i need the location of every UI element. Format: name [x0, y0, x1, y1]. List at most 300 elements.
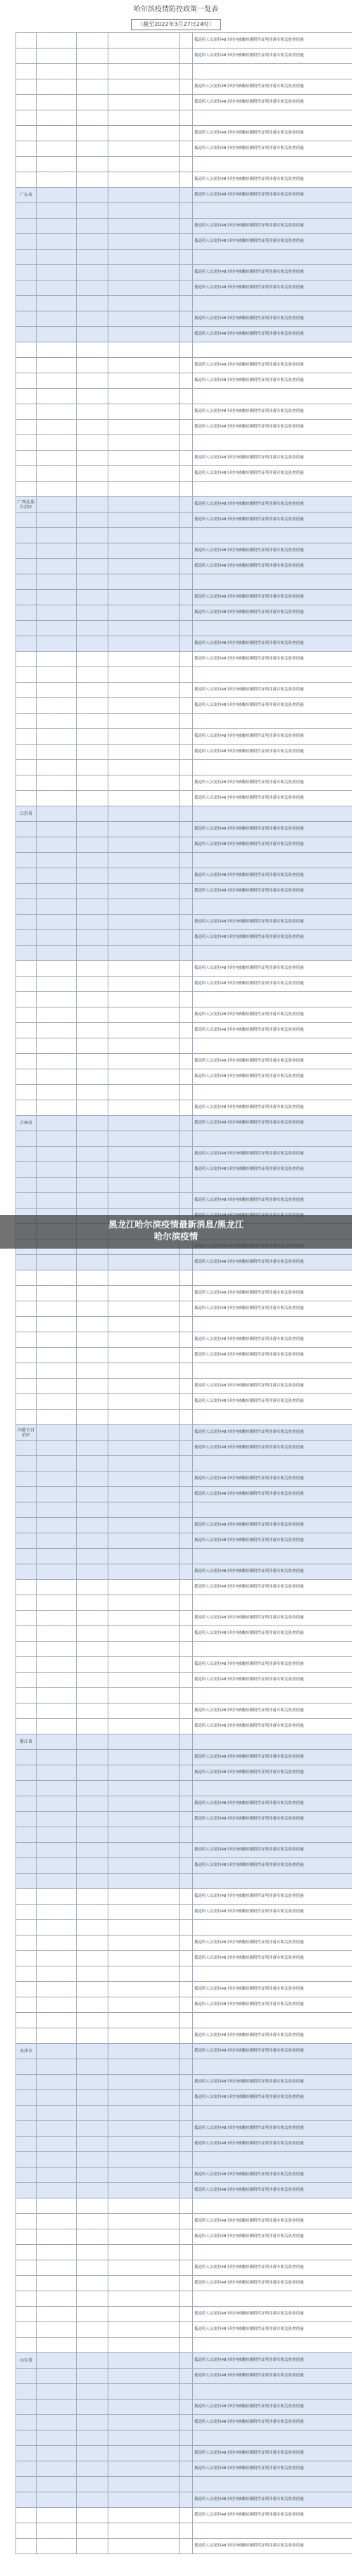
area-cell	[108, 2168, 180, 2183]
date-cell	[37, 1131, 77, 1147]
table-row	[16, 451, 352, 466]
date-cell	[37, 1332, 77, 1348]
date-cell	[37, 296, 77, 311]
risk-level-cell	[180, 1023, 193, 1038]
date-cell	[37, 2430, 77, 2446]
policy-table	[15, 32, 352, 2554]
city-cell	[77, 961, 108, 977]
date-cell	[37, 358, 77, 373]
area-cell	[108, 2183, 180, 2198]
policy-note-cell: 抵返哈人员需持48小时内核酸检测阴性证明并落实相关防控措施	[193, 2090, 352, 2106]
area-cell	[108, 1734, 180, 1750]
province-cell	[16, 420, 37, 435]
policy-note-cell: 抵返哈人员需持48小时内核酸检测阴性证明并落实相关防控措施	[193, 281, 352, 296]
province-cell	[16, 404, 37, 420]
city-cell	[77, 1116, 108, 1131]
province-cell	[16, 2090, 37, 2106]
date-cell	[37, 2369, 77, 2384]
city-cell	[77, 2446, 108, 2461]
risk-level-cell	[180, 172, 193, 188]
province-cell	[16, 714, 37, 729]
risk-level-cell	[180, 1719, 193, 1734]
policy-note-cell: 抵返哈人员需持48小时内核酸检测阴性证明并落实相关防控措施	[193, 95, 352, 110]
area-cell	[108, 1023, 180, 1038]
province-cell: 浙江省	[16, 1734, 37, 1750]
province-cell	[16, 2168, 37, 2183]
province-cell	[16, 1905, 37, 1920]
risk-level-cell	[180, 2353, 193, 2369]
table-row	[16, 1147, 352, 1162]
policy-note-cell: 抵返哈人员需持48小时内核酸检测阴性证明并落实相关防控措施	[193, 2492, 352, 2508]
city-cell	[77, 1100, 108, 1116]
table-row	[16, 1456, 352, 1471]
city-cell	[77, 1580, 108, 1595]
province-cell	[16, 621, 37, 636]
province-cell	[16, 250, 37, 265]
date-cell	[37, 2477, 77, 2492]
table-row	[16, 265, 352, 281]
city-cell	[77, 683, 108, 698]
policy-note-cell: 抵返哈人员需持48小时内核酸检测阴性证明并落实相关防控措施	[193, 1765, 352, 1781]
risk-level-cell	[180, 2276, 193, 2291]
table-row	[16, 559, 352, 574]
risk-level-cell	[180, 435, 193, 451]
province-cell	[16, 2106, 37, 2121]
risk-level-cell	[180, 1054, 193, 1069]
province-cell	[16, 1394, 37, 1410]
table-row	[16, 1889, 352, 1905]
risk-level-cell	[180, 2477, 193, 2492]
city-cell	[77, 930, 108, 946]
city-cell	[77, 2400, 108, 2415]
risk-level-cell	[180, 2508, 193, 2523]
date-cell	[37, 1425, 77, 1441]
area-cell	[108, 451, 180, 466]
area-cell	[108, 1317, 180, 1332]
date-cell	[37, 915, 77, 930]
province-cell	[16, 1827, 37, 1843]
date-cell	[37, 157, 77, 172]
area-cell	[108, 513, 180, 528]
date-cell	[37, 188, 77, 203]
policy-note-cell	[193, 574, 352, 590]
city-cell	[77, 714, 108, 729]
area-cell	[108, 1889, 180, 1905]
policy-note-cell	[193, 1781, 352, 1796]
province-cell	[16, 1966, 37, 1982]
date-cell	[37, 451, 77, 466]
risk-level-cell	[180, 33, 193, 49]
risk-level-cell	[180, 358, 193, 373]
risk-level-cell	[180, 729, 193, 745]
risk-level-cell	[180, 1549, 193, 1564]
city-cell	[77, 265, 108, 281]
area-cell	[108, 1116, 180, 1131]
policy-note-cell	[193, 2477, 352, 2492]
policy-note-cell	[193, 1502, 352, 1518]
date-cell	[37, 837, 77, 853]
date-cell	[37, 1348, 77, 1363]
date-cell	[37, 899, 77, 915]
city-cell	[77, 884, 108, 899]
province-cell	[16, 1379, 37, 1394]
policy-note-cell: 抵返哈人员需持48小时内核酸检测阴性证明并落实相关防控措施	[193, 1796, 352, 1812]
province-cell	[16, 1843, 37, 1858]
date-cell	[37, 2214, 77, 2229]
area-cell	[108, 775, 180, 791]
risk-level-cell	[180, 250, 193, 265]
area-cell	[108, 1673, 180, 1688]
risk-level-cell	[180, 698, 193, 714]
province-cell	[16, 49, 37, 64]
date-cell	[37, 1580, 77, 1595]
province-cell	[16, 853, 37, 868]
risk-level-cell	[180, 1425, 193, 1441]
policy-note-cell: 抵返哈人员需持48小时内核酸检测阴性证明并落实相关防控措施	[193, 1255, 352, 1270]
table-row	[16, 126, 352, 141]
risk-level-cell	[180, 2152, 193, 2168]
city-cell	[77, 33, 108, 49]
table-row	[16, 2523, 352, 2539]
policy-note-cell: 抵返哈人员需持48小时内核酸检测阴性证明并落实相关防控措施	[193, 2028, 352, 2044]
city-cell	[77, 1533, 108, 1549]
province-cell	[16, 1564, 37, 1580]
policy-note-cell: 抵返哈人员需持48小时内核酸检测阴性证明并落实相关防控措施	[193, 2044, 352, 2059]
table-row	[16, 2291, 352, 2307]
province-cell	[16, 157, 37, 172]
province-cell	[16, 1982, 37, 1997]
area-cell	[108, 2245, 180, 2260]
area-cell	[108, 1286, 180, 1301]
risk-level-cell	[180, 667, 193, 683]
date-cell	[37, 281, 77, 296]
city-cell	[77, 2523, 108, 2539]
date-cell	[37, 1270, 77, 1286]
city-cell	[77, 95, 108, 110]
province-cell	[16, 358, 37, 373]
risk-level-cell	[180, 1286, 193, 1301]
table-row	[16, 2198, 352, 2214]
city-cell	[77, 451, 108, 466]
area-cell	[108, 2338, 180, 2353]
area-cell	[108, 1796, 180, 1812]
city-cell	[77, 203, 108, 219]
policy-note-cell: 抵返哈人员需持48小时内核酸检测阴性证明并落实相关防控措施	[193, 1858, 352, 1874]
policy-note-cell: 抵返哈人员需持48小时内核酸检测阴性证明并落实相关防控措施	[193, 1147, 352, 1162]
city-cell	[77, 79, 108, 95]
area-cell	[108, 1982, 180, 1997]
date-cell	[37, 265, 77, 281]
city-cell	[77, 126, 108, 141]
risk-level-cell	[180, 1471, 193, 1487]
date-cell	[37, 1966, 77, 1982]
area-cell	[108, 420, 180, 435]
city-cell	[77, 1642, 108, 1657]
date-cell	[37, 1069, 77, 1085]
table-row	[16, 110, 352, 126]
policy-note-cell	[193, 2059, 352, 2075]
date-cell	[37, 1704, 77, 1719]
date-cell	[37, 2276, 77, 2291]
risk-level-cell	[180, 451, 193, 466]
risk-level-cell	[180, 1734, 193, 1750]
city-cell	[77, 1007, 108, 1023]
area-cell	[108, 188, 180, 203]
policy-note-cell: 抵返哈人员需持48小时内核酸检测阴性证明并落实相关防控措施	[193, 1611, 352, 1626]
city-cell	[77, 1966, 108, 1982]
risk-level-cell	[180, 543, 193, 559]
risk-level-cell	[180, 1441, 193, 1456]
policy-note-cell	[193, 1410, 352, 1425]
city-cell	[77, 250, 108, 265]
risk-level-cell	[180, 203, 193, 219]
area-cell	[108, 1456, 180, 1471]
policy-note-cell	[193, 2291, 352, 2307]
policy-note-cell: 抵返哈人员需持48小时内核酸检测阴性证明并落实相关防控措施	[193, 1905, 352, 1920]
city-cell	[77, 1673, 108, 1688]
policy-note-cell: 抵返哈人员需持48小时内核酸检测阴性证明并落实相关防控措施	[193, 930, 352, 946]
risk-level-cell	[180, 1502, 193, 1518]
table-row	[16, 389, 352, 404]
date-cell	[37, 1719, 77, 1734]
date-cell	[37, 2461, 77, 2477]
province-cell: 广西壮族自治区	[16, 497, 37, 513]
date-cell	[37, 1394, 77, 1410]
policy-note-cell: 抵返哈人员需持48小时内核酸检测阴性证明并落实相关防控措施	[193, 2214, 352, 2229]
risk-level-cell	[180, 2245, 193, 2260]
table-row	[16, 1116, 352, 1131]
city-cell	[77, 992, 108, 1007]
area-cell	[108, 1270, 180, 1286]
area-cell	[108, 1518, 180, 1533]
risk-level-cell	[180, 837, 193, 853]
date-cell	[37, 2353, 77, 2369]
table-row	[16, 2400, 352, 2415]
city-cell	[77, 2415, 108, 2430]
policy-note-cell: 抵返哈人员需持48小时内核酸检测阴性证明并落实相关防控措施	[193, 2229, 352, 2245]
date-cell	[37, 621, 77, 636]
date-cell	[37, 652, 77, 667]
table-row	[16, 590, 352, 605]
table-row	[16, 1719, 352, 1734]
policy-note-cell	[193, 853, 352, 868]
area-cell	[108, 1007, 180, 1023]
risk-level-cell	[180, 775, 193, 791]
city-cell	[77, 1379, 108, 1394]
area-cell	[108, 1936, 180, 1951]
table-row	[16, 1533, 352, 1549]
table-row	[16, 745, 352, 760]
date-cell	[37, 1734, 77, 1750]
policy-table-container	[15, 32, 337, 2554]
city-cell	[77, 745, 108, 760]
date-cell	[37, 1317, 77, 1332]
date-cell	[37, 2090, 77, 2106]
area-cell	[108, 2214, 180, 2229]
area-cell	[108, 1502, 180, 1518]
area-cell	[108, 1920, 180, 1936]
area-cell	[108, 961, 180, 977]
date-cell	[37, 1038, 77, 1054]
area-cell	[108, 497, 180, 513]
policy-note-cell: 抵返哈人员需持48小时内核酸检测阴性证明并落实相关防控措施	[193, 636, 352, 652]
policy-note-cell: 抵返哈人员需持48小时内核酸检测阴性证明并落实相关防控措施	[193, 358, 352, 373]
city-cell	[77, 1348, 108, 1363]
risk-level-cell	[180, 946, 193, 961]
area-cell	[108, 2415, 180, 2430]
table-row	[16, 1673, 352, 1688]
city-cell	[77, 1193, 108, 1209]
risk-level-cell	[180, 1704, 193, 1719]
city-cell	[77, 188, 108, 203]
date-cell	[37, 760, 77, 775]
province-cell	[16, 543, 37, 559]
table-row	[16, 1502, 352, 1518]
date-cell	[37, 1162, 77, 1178]
area-cell	[108, 2322, 180, 2338]
province-cell	[16, 1657, 37, 1673]
city-cell	[77, 822, 108, 837]
city-cell	[77, 1038, 108, 1054]
city-cell	[77, 1471, 108, 1487]
policy-note-cell: 抵返哈人员需持48小时内核酸检测阴性证明并落实相关防控措施	[193, 404, 352, 420]
date-cell	[37, 1147, 77, 1162]
risk-level-cell	[180, 95, 193, 110]
city-cell	[77, 482, 108, 497]
date-cell	[37, 2028, 77, 2044]
table-row	[16, 2369, 352, 2384]
date-cell	[37, 1471, 77, 1487]
policy-note-cell	[193, 157, 352, 172]
policy-note-cell: 抵返哈人员需持48小时内核酸检测阴性证明并落实相关防控措施	[193, 837, 352, 853]
table-row	[16, 281, 352, 296]
table-row	[16, 1626, 352, 1642]
policy-note-cell: 抵返哈人员需持48小时内核酸检测阴性证明并落实相关防控措施	[193, 1348, 352, 1363]
city-cell	[77, 853, 108, 868]
area-cell	[108, 1827, 180, 1843]
area-cell	[108, 853, 180, 868]
province-cell	[16, 1642, 37, 1657]
policy-note-cell: 抵返哈人员需持48小时内核酸检测阴性证明并落实相关防控措施	[193, 1936, 352, 1951]
date-cell	[37, 203, 77, 219]
risk-level-cell	[180, 2400, 193, 2415]
table-row	[16, 714, 352, 729]
date-cell	[37, 1673, 77, 1688]
area-cell	[108, 1997, 180, 2013]
table-row	[16, 157, 352, 172]
area-cell	[108, 404, 180, 420]
policy-note-cell	[193, 1642, 352, 1657]
province-cell	[16, 451, 37, 466]
date-cell	[37, 1193, 77, 1209]
province-cell	[16, 203, 37, 219]
province-cell	[16, 2400, 37, 2415]
city-cell	[77, 1704, 108, 1719]
date-cell	[37, 1255, 77, 1270]
policy-note-cell: 抵返哈人员需持48小时内核酸检测阴性证明并落实相关防控措施	[193, 1487, 352, 1502]
risk-level-cell	[180, 1069, 193, 1085]
table-row	[16, 95, 352, 110]
risk-level-cell	[180, 899, 193, 915]
province-cell	[16, 760, 37, 775]
risk-level-cell	[180, 2090, 193, 2106]
risk-level-cell	[180, 64, 193, 79]
table-row	[16, 899, 352, 915]
table-row	[16, 2539, 352, 2554]
policy-note-cell	[193, 2430, 352, 2446]
policy-note-cell: 抵返哈人员需持48小时内核酸检测阴性证明并落实相关防控措施	[193, 1471, 352, 1487]
area-cell	[108, 1363, 180, 1379]
table-row	[16, 1471, 352, 1487]
table-row	[16, 1301, 352, 1317]
province-cell	[16, 1936, 37, 1951]
risk-level-cell	[180, 2059, 193, 2075]
province-cell	[16, 992, 37, 1007]
table-row	[16, 2044, 352, 2059]
area-cell	[108, 714, 180, 729]
area-cell	[108, 1100, 180, 1116]
table-row	[16, 1054, 352, 1069]
policy-note-cell	[193, 1038, 352, 1054]
area-cell	[108, 281, 180, 296]
risk-level-cell	[180, 281, 193, 296]
city-cell	[77, 1317, 108, 1332]
table-row	[16, 1874, 352, 1889]
city-cell	[77, 1719, 108, 1734]
policy-note-cell	[193, 2106, 352, 2121]
table-row	[16, 2106, 352, 2121]
policy-note-cell: 抵返哈人员需持48小时内核酸检测阴性证明并落实相关防控措施	[193, 1750, 352, 1765]
date-cell	[37, 79, 77, 95]
area-cell	[108, 2353, 180, 2369]
policy-note-cell	[193, 1270, 352, 1286]
policy-note-cell: 抵返哈人员需持48小时内核酸检测阴性证明并落实相关防控措施	[193, 2075, 352, 2090]
table-row	[16, 2430, 352, 2446]
table-row	[16, 1363, 352, 1379]
area-cell	[108, 652, 180, 667]
province-cell	[16, 590, 37, 605]
date-cell	[37, 1533, 77, 1549]
province-cell	[16, 2059, 37, 2075]
risk-level-cell	[180, 1966, 193, 1982]
risk-level-cell	[180, 2183, 193, 2198]
policy-note-cell: 抵返哈人员需持48小时内核酸检测阴性证明并落实相关防控措施	[193, 745, 352, 760]
table-row	[16, 1564, 352, 1580]
city-cell	[77, 899, 108, 915]
policy-note-cell	[193, 1827, 352, 1843]
policy-note-cell: 抵返哈人员需持48小时内核酸检测阴性证明并落实相关防控措施	[193, 2137, 352, 2152]
province-cell	[16, 1410, 37, 1425]
table-row	[16, 1410, 352, 1425]
city-cell	[77, 327, 108, 342]
date-cell	[37, 2229, 77, 2245]
province-cell	[16, 1812, 37, 1827]
date-cell	[37, 2198, 77, 2214]
area-cell	[108, 930, 180, 946]
table-row	[16, 1858, 352, 1874]
policy-note-cell	[193, 714, 352, 729]
area-cell	[108, 868, 180, 884]
policy-note-cell	[193, 1688, 352, 1704]
province-cell	[16, 884, 37, 899]
province-cell	[16, 482, 37, 497]
city-cell	[77, 590, 108, 605]
policy-note-cell: 抵返哈人员需持48小时内核酸检测阴性证明并落实相关防控措施	[193, 1332, 352, 1348]
date-cell	[37, 327, 77, 342]
province-cell: 江苏省	[16, 806, 37, 822]
risk-level-cell	[180, 1147, 193, 1162]
table-row	[16, 1348, 352, 1363]
